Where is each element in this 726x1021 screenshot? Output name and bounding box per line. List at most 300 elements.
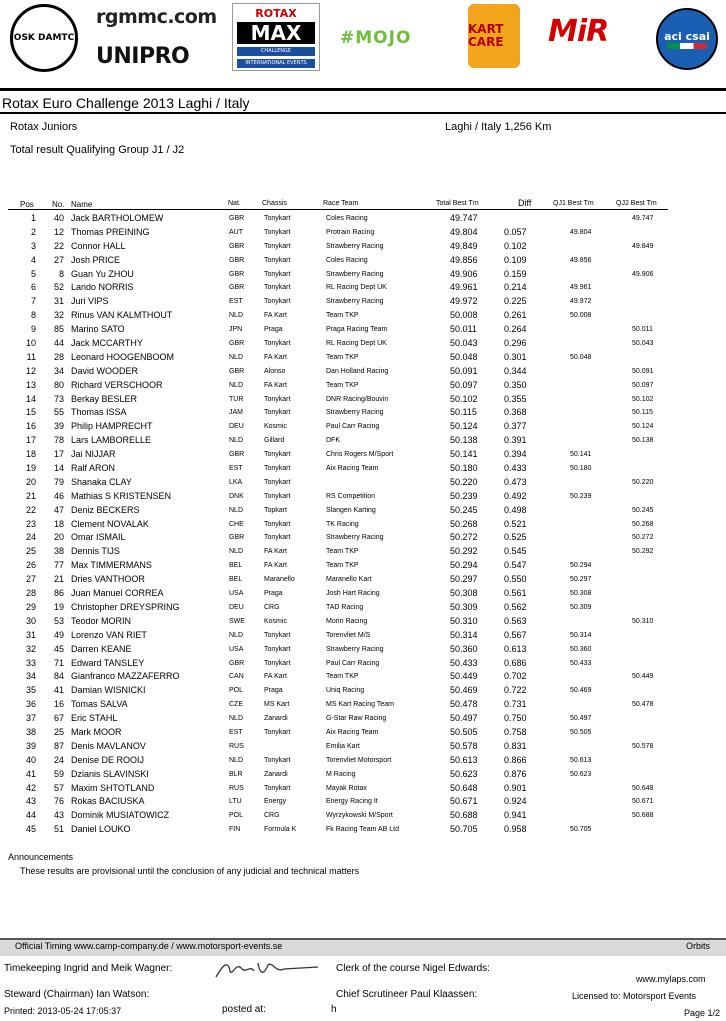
cell-chassis: Formula K: [264, 826, 297, 834]
cell-pos: 40: [25, 754, 36, 765]
cell-name: Jai NIJJAR: [71, 449, 116, 460]
cell-nat: RUS: [229, 784, 244, 792]
cell-nat: NLD: [229, 312, 244, 320]
cell-name: Teodor MORIN: [71, 615, 132, 626]
cell-q2: 50.478: [632, 701, 654, 709]
cell-team: MS Kart Racing Team: [326, 701, 394, 709]
cell-chassis: Tonykart: [264, 256, 291, 264]
cell-q1: 50.048: [570, 353, 592, 361]
osk-damtc-logo: OSK DAMTC: [10, 4, 78, 72]
cell-team: Coles Racing: [326, 256, 368, 264]
cell-best: 50.505: [450, 726, 478, 737]
cell-pos: 42: [25, 782, 36, 793]
header-rule-bottom: [0, 112, 726, 114]
cell-no: 45: [53, 643, 64, 654]
cell-diff: 0.561: [504, 588, 527, 599]
cell-chassis: Tonykart: [264, 340, 291, 348]
cell-best: 50.138: [450, 435, 478, 446]
cell-team: G-Star Raw Racing: [326, 715, 387, 723]
cell-chassis: Tonykart: [264, 659, 291, 667]
cell-best: 50.294: [450, 560, 478, 571]
cell-pos: 33: [25, 657, 36, 668]
cell-pos: 38: [25, 726, 36, 737]
cell-q2: 49.747: [632, 215, 654, 222]
cell-pos: 36: [25, 699, 36, 710]
cell-nat: NLD: [229, 715, 244, 723]
cell-nat: GBR: [229, 659, 245, 667]
cell-q1: 50.314: [570, 631, 592, 639]
cell-name: Juan Manuel CORREA: [71, 588, 164, 599]
cell-best: 50.648: [450, 782, 478, 793]
cell-team: TAD Racing: [326, 603, 364, 611]
cell-q1: 49.961: [570, 284, 592, 292]
cell-no: 78: [53, 435, 64, 446]
cell-no: 59: [53, 768, 64, 779]
cell-pos: 1: [30, 213, 36, 223]
cell-name: Richard VERSCHOOR: [71, 379, 163, 390]
cell-no: 79: [53, 476, 64, 487]
category-label: Rotax Juniors: [10, 121, 78, 133]
table-row: [0, 782, 726, 796]
official-timing-text: Official Timing www.camp-company.de / www.motorsport-events.se: [15, 941, 283, 951]
cell-chassis: FA Kart: [264, 353, 287, 361]
cell-diff: 0.109: [504, 254, 527, 265]
table-row: [0, 309, 726, 323]
cell-q2: 50.272: [632, 534, 654, 542]
cell-name: Daniel LOUKO: [71, 824, 131, 835]
clerk-label: Clerk of the course Nigel Edwards:: [336, 963, 490, 974]
cell-diff: 0.159: [504, 268, 527, 279]
cell-name: Jack MCCARTHY: [71, 338, 143, 349]
cell-best: 49.747: [450, 213, 478, 223]
cell-best: 50.239: [450, 490, 478, 501]
cell-team: Strawberry Racing: [326, 534, 384, 542]
table-row: [0, 518, 726, 532]
cell-q2: 50.292: [632, 548, 654, 556]
col-best: Total Best Tm: [436, 200, 479, 207]
cell-nat: LTU: [229, 798, 242, 806]
cell-no: 76: [53, 796, 64, 807]
cell-q1: 49.804: [570, 228, 592, 236]
cell-q2: 50.310: [632, 617, 654, 625]
table-row: [0, 601, 726, 615]
cell-q2: 50.449: [632, 673, 654, 681]
cell-best: 49.972: [450, 296, 478, 307]
scrutineer-label: Chief Scrutineer Paul Klaassen:: [336, 989, 478, 1000]
cell-chassis: Alonso: [264, 367, 286, 375]
table-row: [0, 406, 726, 420]
cell-pos: 5: [30, 268, 36, 279]
cell-nat: LKA: [229, 478, 243, 486]
cell-diff: 0.563: [504, 615, 527, 626]
cell-nat: POL: [229, 812, 244, 820]
cell-pos: 11: [26, 351, 36, 362]
posted-value: h: [331, 1004, 337, 1015]
cell-team: RL Racing Dept UK: [326, 284, 387, 292]
cell-no: 38: [53, 546, 64, 557]
cell-no: 22: [53, 240, 64, 251]
cell-pos: 4: [30, 254, 36, 265]
cell-name: Philip HAMPRECHT: [71, 421, 153, 432]
cell-chassis: Kosmic: [264, 423, 287, 431]
cell-q1: 50.309: [570, 603, 592, 611]
cell-chassis: FA Kart: [264, 548, 287, 556]
cell-chassis: Tonykart: [264, 270, 291, 278]
cell-chassis: Gillard: [264, 437, 285, 445]
cell-nat: FIN: [229, 826, 241, 834]
cell-team: Strawberry Racing: [326, 409, 384, 417]
cell-no: 18: [53, 518, 64, 529]
cell-q2: 49.849: [632, 242, 654, 250]
cell-best: 50.097: [450, 379, 478, 390]
cell-q1: 50.008: [570, 312, 592, 320]
cell-best: 50.478: [450, 699, 478, 710]
cell-no: 84: [53, 671, 64, 682]
cell-no: 20: [53, 532, 64, 543]
cell-diff: 0.686: [504, 657, 527, 668]
cell-team: Team TKP: [326, 562, 359, 570]
cell-nat: NLD: [229, 506, 244, 514]
cell-pos: 24: [25, 532, 36, 543]
announcements-title: Announcements: [8, 852, 74, 862]
col-pos: Pos: [20, 200, 34, 209]
cell-no: 17: [53, 449, 64, 460]
cell-pos: 23: [25, 518, 36, 529]
cell-no: 32: [53, 310, 64, 321]
cell-best: 50.297: [450, 574, 478, 585]
cell-diff: 0.350: [504, 379, 527, 390]
cell-nat: GBR: [229, 340, 245, 348]
col-team: Race Team: [323, 200, 359, 207]
cell-diff: 0.750: [504, 713, 527, 724]
cell-nat: NLD: [229, 631, 244, 639]
printed-timestamp: Printed: 2013-05-24 17:05:37: [4, 1006, 122, 1016]
cell-q1: 50.294: [570, 562, 592, 570]
cell-pos: 43: [25, 796, 36, 807]
cell-pos: 12: [25, 365, 36, 376]
cell-chassis: Tonykart: [264, 451, 291, 459]
table-row: [0, 240, 726, 254]
table-row: [0, 587, 726, 601]
cell-chassis: FA Kart: [264, 562, 287, 570]
cell-pos: 18: [25, 449, 36, 460]
cell-team: Uniq Racing: [326, 687, 365, 695]
cell-best: 50.308: [450, 588, 478, 599]
cell-diff: 0.377: [504, 421, 527, 432]
cell-pos: 14: [25, 393, 36, 404]
table-row: [0, 740, 726, 754]
cell-nat: CZE: [229, 701, 243, 709]
aci-csai-logo: aci csai: [656, 8, 718, 70]
table-row: [0, 434, 726, 448]
cell-diff: 0.567: [504, 629, 527, 640]
table-row: [0, 573, 726, 587]
table-row: [0, 643, 726, 657]
cell-team: Strawberry Racing: [326, 242, 384, 250]
cell-name: Tomas SALVA: [71, 699, 128, 710]
cell-pos: 19: [25, 463, 36, 474]
cell-diff: 0.722: [504, 685, 527, 696]
cell-no: 85: [53, 324, 64, 335]
cell-team: Torenvliet Motorsport: [326, 756, 392, 764]
cell-no: 41: [53, 685, 64, 696]
cell-chassis: Tonykart: [264, 215, 291, 222]
cell-name: Deniz BECKERS: [71, 504, 140, 515]
table-row: [0, 462, 726, 476]
cell-no: 16: [53, 699, 64, 710]
table-row: [0, 504, 726, 518]
cell-pos: 17: [25, 435, 36, 446]
cell-q2: 50.648: [632, 784, 654, 792]
cell-q1: 50.613: [570, 756, 592, 764]
session-label: Total result Qualifying Group J1 / J2: [10, 144, 185, 156]
cell-q1: 50.497: [570, 715, 592, 723]
cell-q2: 50.043: [632, 340, 654, 348]
table-row: [0, 212, 726, 226]
cell-best: 50.011: [450, 324, 477, 335]
cell-name: Berkay BESLER: [71, 393, 138, 404]
cell-pos: 9: [30, 324, 36, 335]
cell-team: Team TKP: [326, 548, 359, 556]
cell-no: 57: [53, 782, 64, 793]
cell-name: Edward TANSLEY: [71, 657, 145, 668]
cell-no: 55: [53, 407, 64, 418]
cell-diff: 0.876: [504, 768, 527, 779]
cell-nat: NLD: [229, 381, 244, 389]
cell-name: Mathias S KRISTENSEN: [71, 490, 172, 501]
cell-nat: RUS: [229, 742, 244, 750]
cell-chassis: Energy: [264, 798, 287, 806]
cell-q1: 50.505: [570, 728, 592, 736]
cell-diff: 0.866: [504, 754, 527, 765]
cell-no: 71: [53, 657, 64, 668]
mylaps-link[interactable]: www.mylaps.com: [636, 974, 706, 984]
cell-chassis: Praga: [264, 326, 283, 334]
cell-no: 28: [53, 351, 64, 362]
cell-name: Shanaka CLAY: [71, 476, 132, 487]
cell-nat: EST: [229, 298, 243, 306]
cell-best: 49.906: [450, 268, 478, 279]
kart-care-logo: KART CARE: [468, 4, 520, 68]
cell-team: Coles Racing: [326, 215, 368, 222]
cell-q1: 49.972: [570, 298, 592, 306]
italian-flag-stripe: [667, 43, 707, 49]
cell-team: Fk Racing Team AB Ltd: [326, 826, 400, 834]
cell-pos: 7: [30, 296, 36, 307]
cell-diff: 0.264: [504, 324, 527, 335]
cell-best: 50.449: [450, 671, 478, 682]
table-row: [0, 768, 726, 782]
cell-pos: 22: [25, 504, 36, 515]
cell-best: 50.578: [450, 740, 478, 751]
cell-name: Jack BARTHOLOMEW: [71, 213, 164, 223]
cell-no: 8: [58, 268, 64, 279]
cell-chassis: Tonykart: [264, 631, 291, 639]
cell-name: Connor HALL: [71, 240, 126, 251]
cell-no: 34: [53, 365, 64, 376]
cell-no: 21: [53, 574, 64, 585]
cell-no: 87: [53, 740, 64, 751]
cell-no: 86: [53, 588, 64, 599]
table-row: [0, 531, 726, 545]
cell-nat: NLD: [229, 756, 244, 764]
cell-q2: 50.097: [632, 381, 654, 389]
cell-diff: 0.492: [504, 490, 527, 501]
cell-name: Clement NOVALAK: [71, 518, 149, 529]
signature-image: [214, 957, 324, 981]
cell-best: 50.245: [450, 504, 478, 515]
cell-chassis: Tonykart: [264, 409, 291, 417]
cell-diff: 0.525: [504, 532, 527, 543]
cell-team: Praga Racing Team: [326, 326, 388, 334]
cell-team: Aix Racing Team: [326, 465, 379, 473]
cell-best: 50.180: [450, 463, 478, 474]
cell-team: Energy Racing It: [326, 798, 378, 806]
cell-pos: 29: [25, 601, 36, 612]
cell-nat: BEL: [229, 562, 243, 570]
cell-nat: SWE: [229, 617, 245, 625]
cell-diff: 0.702: [504, 671, 527, 682]
table-row: [0, 448, 726, 462]
cell-team: Wyrzykowski M/Sport: [326, 812, 393, 820]
cell-best: 50.314: [450, 629, 478, 640]
cell-nat: NLD: [229, 548, 244, 556]
cell-name: Leonard HOOGENBOOM: [71, 351, 175, 362]
cell-best: 50.141: [450, 449, 478, 460]
cell-best: 50.705: [450, 824, 478, 835]
cell-best: 49.849: [450, 240, 478, 251]
cell-pos: 26: [25, 560, 36, 571]
cell-pos: 3: [30, 240, 36, 251]
table-row: [0, 226, 726, 240]
cell-best: 50.048: [450, 351, 478, 362]
cell-pos: 32: [25, 643, 36, 654]
table-row: [0, 670, 726, 684]
cell-name: David WOODER: [71, 365, 139, 376]
cell-chassis: Kosmic: [264, 617, 287, 625]
cell-best: 50.613: [450, 754, 478, 765]
cell-no: 77: [53, 560, 64, 571]
cell-best: 50.292: [450, 546, 478, 557]
cell-team: Maranello Kart: [326, 576, 372, 584]
cell-name: Eric STAHL: [71, 713, 118, 724]
cell-name: Rinus VAN KALMTHOUT: [71, 310, 173, 321]
cell-q1: 50.623: [570, 770, 592, 778]
cell-pos: 2: [30, 226, 36, 237]
cell-nat: NLD: [229, 437, 244, 445]
cell-q1: 50.141: [570, 451, 592, 459]
cell-pos: 8: [30, 310, 36, 321]
cell-chassis: Tonykart: [264, 756, 291, 764]
cell-no: 19: [53, 601, 64, 612]
cell-name: Gianfranco MAZZAFERRO: [71, 671, 180, 682]
cell-chassis: Zanardi: [264, 770, 288, 778]
table-row: [0, 490, 726, 504]
cell-team: Aix Racing Team: [326, 728, 379, 736]
cell-team: Team TKP: [326, 312, 359, 320]
cell-nat: GBR: [229, 367, 245, 375]
col-diff: Diff: [518, 198, 532, 208]
cell-team: Slangen Karting: [326, 506, 376, 514]
cell-q1: 50.705: [570, 826, 592, 834]
table-row: [0, 615, 726, 629]
cell-no: 40: [53, 213, 64, 223]
table-row: [0, 629, 726, 643]
cell-nat: TUR: [229, 395, 244, 403]
cell-name: Christopher DREYSPRING: [71, 601, 180, 612]
cell-q2: 50.115: [632, 409, 653, 417]
cell-nat: JAM: [229, 409, 243, 417]
cell-no: 25: [53, 726, 64, 737]
cell-team: Morin Racing: [326, 617, 368, 625]
cell-best: 50.220: [450, 476, 478, 487]
cell-no: 31: [53, 296, 64, 307]
cell-no: 53: [53, 615, 64, 626]
cell-chassis: Praga: [264, 590, 283, 598]
table-row: [0, 281, 726, 295]
table-row: [0, 545, 726, 559]
cell-team: Strawberry Racing: [326, 270, 384, 278]
table-row: [0, 712, 726, 726]
cell-pos: 10: [25, 338, 36, 349]
cell-chassis: Tonykart: [264, 520, 291, 528]
cell-best: 50.671: [450, 796, 478, 807]
cell-chassis: Tonykart: [264, 784, 291, 792]
cell-diff: 0.057: [504, 226, 527, 237]
cell-best: 50.268: [450, 518, 478, 529]
cell-pos: 16: [25, 421, 36, 432]
cell-chassis: FA Kart: [264, 312, 287, 320]
cell-no: 46: [53, 490, 64, 501]
cell-nat: GBR: [229, 534, 245, 542]
cell-best: 50.310: [450, 615, 478, 626]
header-rule-top: [0, 88, 726, 91]
cell-pos: 41: [25, 768, 36, 779]
cell-pos: 15: [25, 407, 36, 418]
steward-label: Steward (Chairman) Ian Watson:: [4, 989, 150, 1000]
cell-q2: 50.268: [632, 520, 654, 528]
cell-team: RS Competition: [326, 492, 376, 500]
table-row: [0, 698, 726, 712]
cell-q1: 49.856: [570, 256, 592, 264]
cell-nat: GBR: [229, 284, 245, 292]
cell-best: 50.360: [450, 643, 478, 654]
cell-pos: 39: [25, 740, 36, 751]
table-row: [0, 823, 726, 837]
sponsor-logos: [0, 0, 726, 86]
page-number: Page 1/2: [684, 1008, 721, 1018]
cell-name: Lars LAMBORELLE: [71, 435, 152, 446]
cell-q2: 50.138: [632, 437, 654, 445]
cell-q2: 50.091: [632, 367, 654, 375]
cell-q2: 50.671: [632, 798, 654, 806]
cell-no: 52: [53, 282, 64, 293]
cell-pos: 44: [25, 810, 36, 821]
cell-q2: 50.220: [632, 478, 654, 486]
cell-diff: 0.368: [504, 407, 527, 418]
cell-diff: 0.901: [504, 782, 527, 793]
cell-no: 12: [53, 226, 64, 237]
cell-no: 14: [53, 463, 64, 474]
cell-nat: GBR: [229, 242, 245, 250]
cell-chassis: Tonykart: [264, 465, 291, 473]
cell-team: Strawberry Racing: [326, 298, 384, 306]
cell-pos: 35: [25, 685, 36, 696]
table-row: [0, 809, 726, 823]
table-row: [0, 420, 726, 434]
cell-q1: 50.469: [570, 687, 592, 695]
table-row: [0, 295, 726, 309]
